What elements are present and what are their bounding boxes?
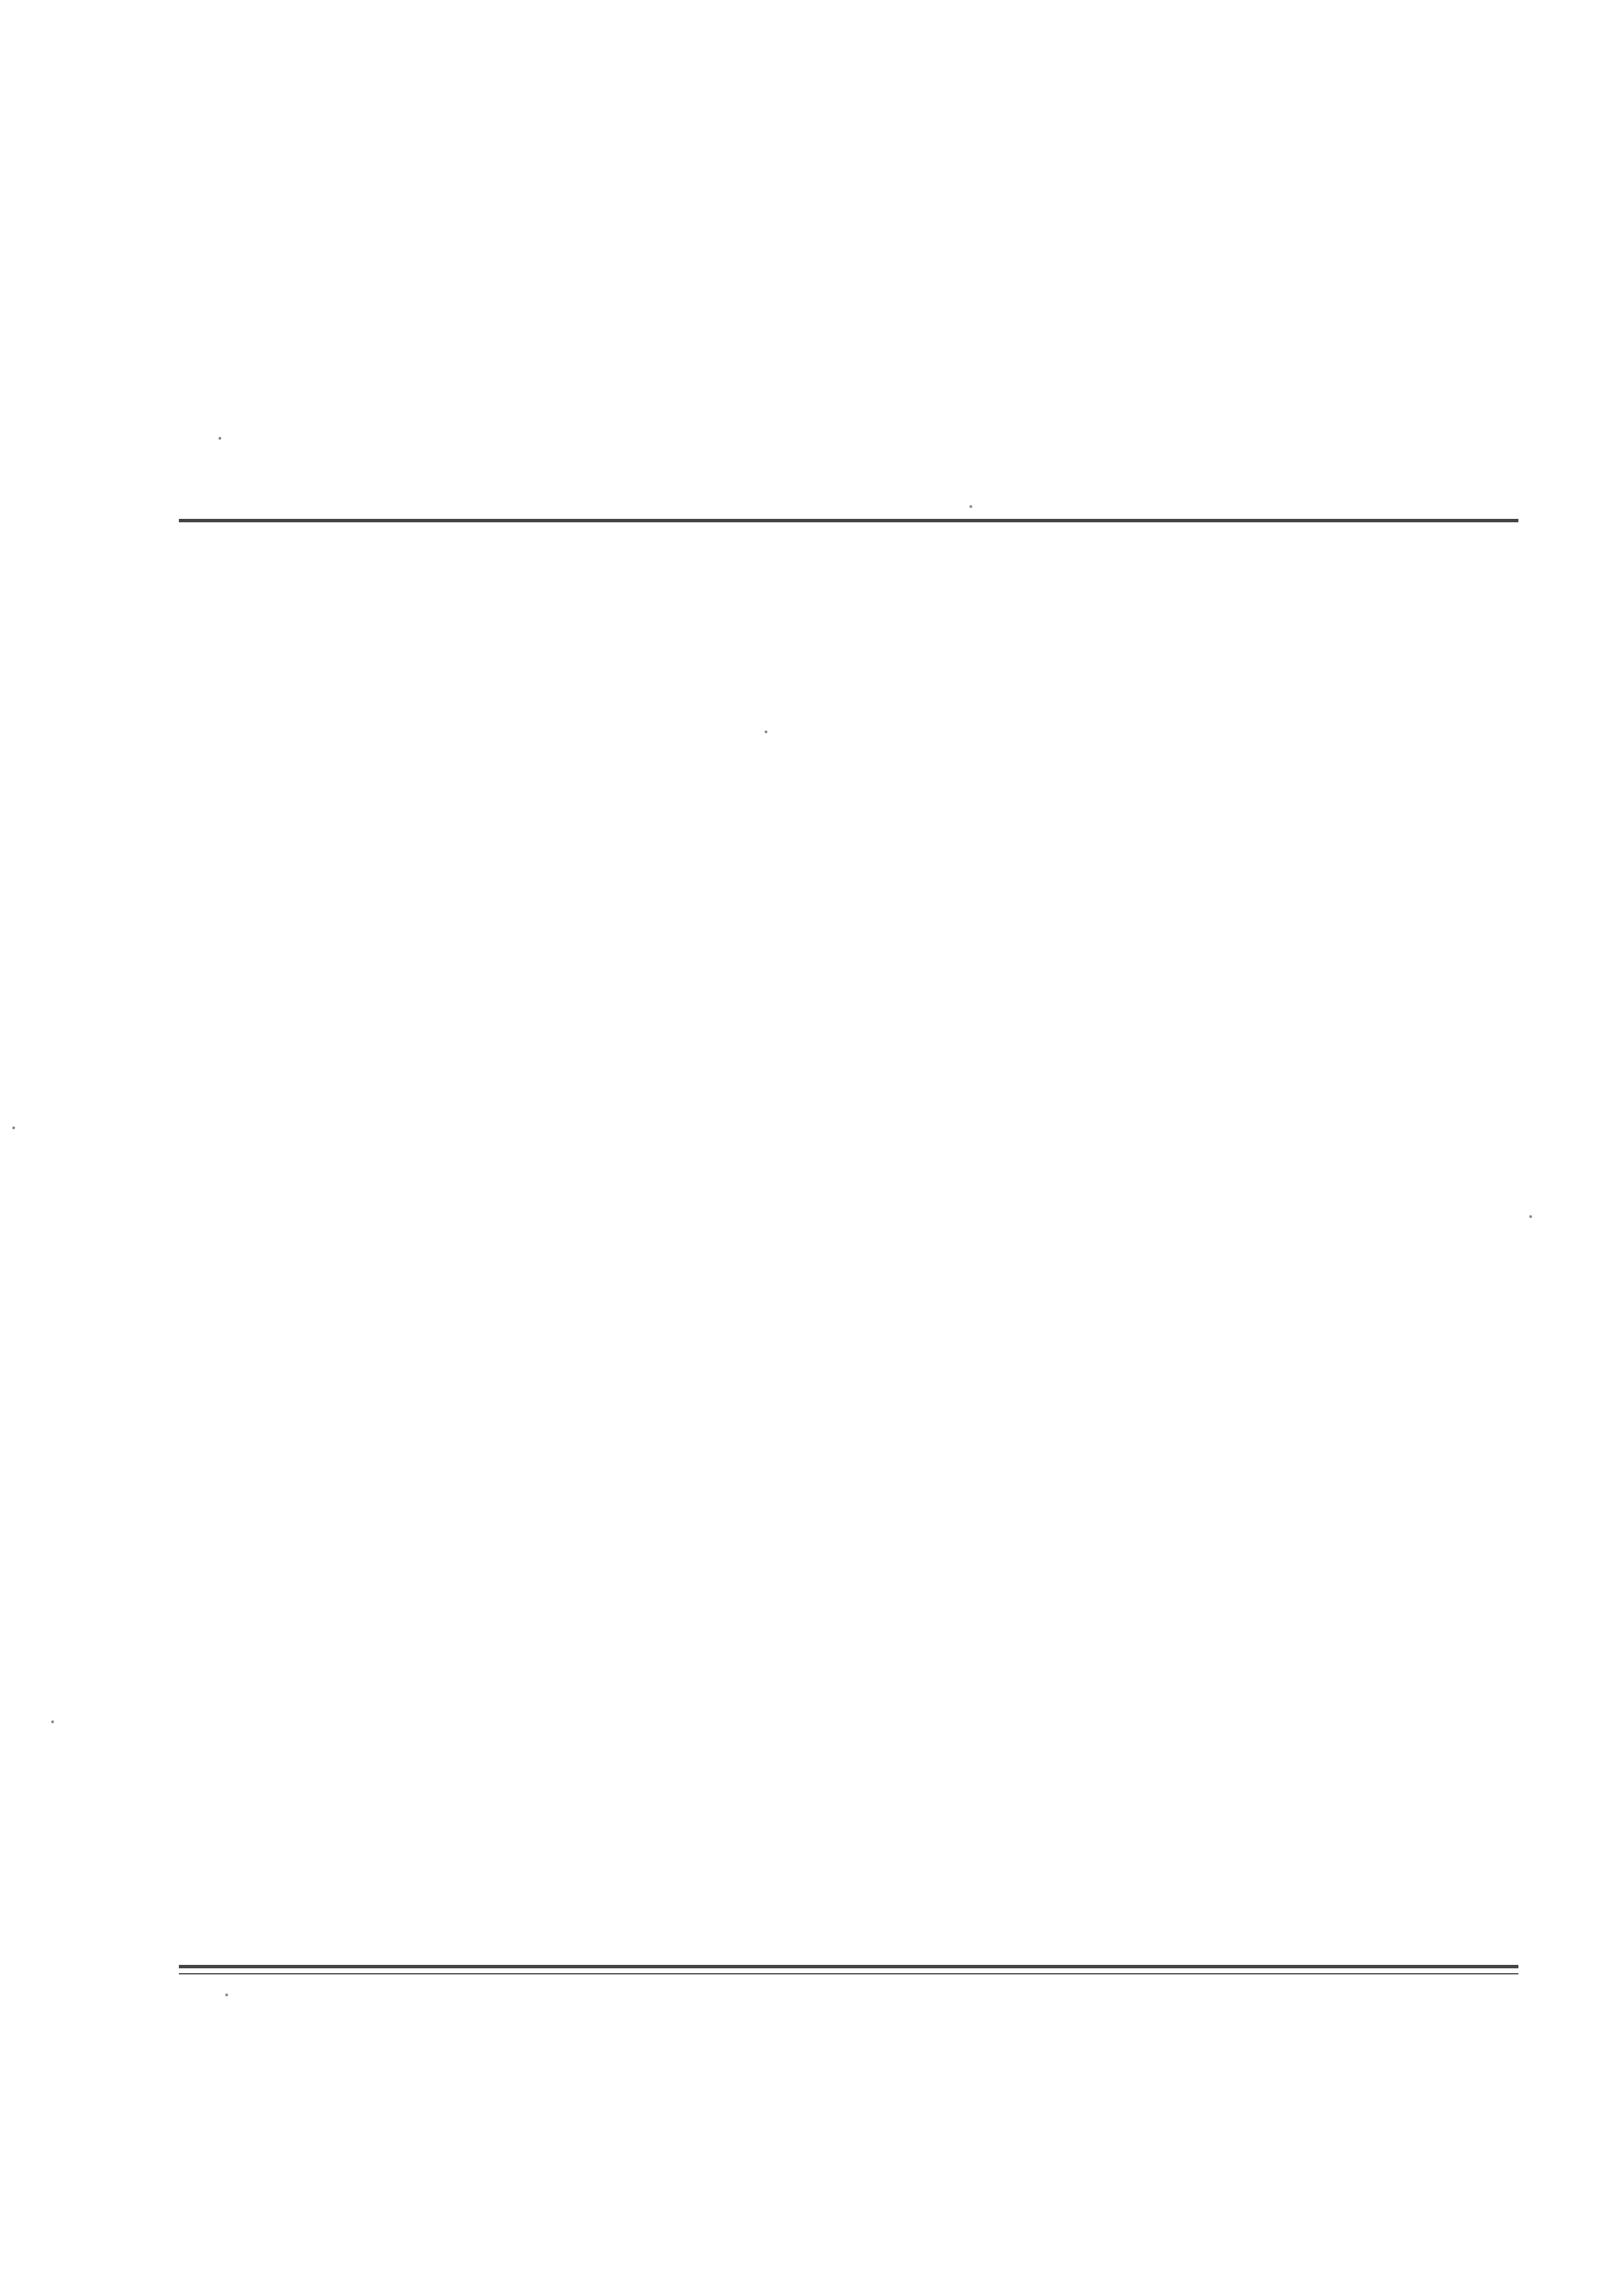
scan-speck — [765, 731, 767, 733]
scan-speck — [969, 505, 972, 508]
scan-speck — [51, 1720, 54, 1723]
scan-speck — [225, 1994, 228, 1996]
scan-speck — [218, 437, 221, 440]
scan-speck — [1529, 1215, 1532, 1218]
header-divider — [179, 519, 1518, 522]
footer-divider — [179, 1965, 1518, 1968]
scan-speck — [12, 1126, 15, 1129]
footer-divider-thin — [179, 1973, 1518, 1974]
